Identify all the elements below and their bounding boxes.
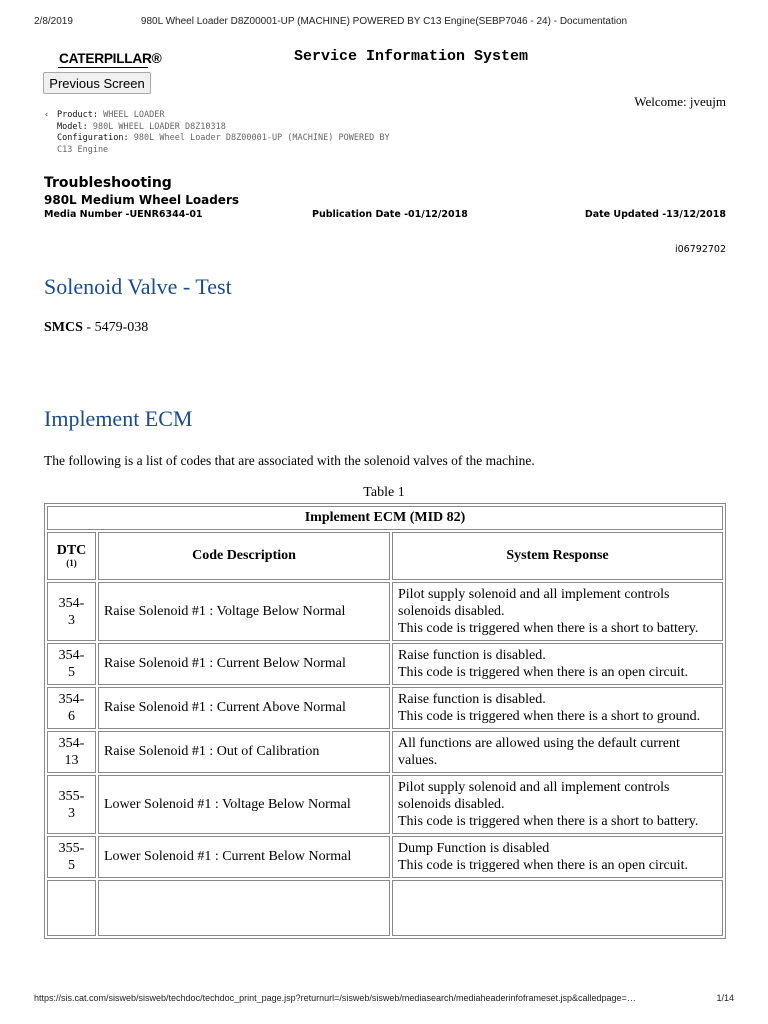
table-row [47, 731, 723, 773]
system-title: Service Information System [293, 48, 529, 65]
system-response-line: Dump Function is disabled [398, 841, 550, 856]
dtc-code-part: 355- [58, 841, 85, 856]
back-chevron-icon[interactable]: ‹ [44, 110, 50, 120]
code-description-cell: Lower Solenoid #1 : Voltage Below Normal [98, 775, 390, 834]
intro-paragraph: The following is a list of codes that are associated with the solenoid valves of the machine. [44, 453, 535, 468]
dtc-code-part: 355- [58, 788, 85, 804]
dtc-code-part: 354- [58, 595, 85, 611]
dtc-cell [47, 687, 96, 729]
media-number: Media Number -UENR6344-01 [44, 209, 203, 220]
dtc-code-part: 354- [58, 648, 85, 663]
dtc-code-part: 354- [58, 692, 85, 707]
empty-cell [47, 880, 96, 936]
logo-underline [58, 67, 148, 68]
code-description-cell: Lower Solenoid #1 : Current Below Normal [98, 836, 390, 878]
system-response-cell [392, 731, 723, 773]
product-info [44, 110, 464, 156]
system-response-line: This code is triggered when there is a short to ground. [398, 709, 701, 724]
table-caption: Table 1 [363, 485, 405, 500]
empty-cell [98, 880, 390, 936]
section-heading: Implement ECM [44, 406, 193, 431]
dtc-code-part: 354- [58, 736, 85, 751]
dtc-cell [47, 582, 96, 641]
table-title-row [47, 506, 723, 530]
system-response-line: This code is triggered when there is a short to battery. [398, 621, 699, 636]
configuration-row-continued [44, 145, 464, 157]
system-response-cell [392, 643, 723, 685]
table-row [47, 582, 723, 641]
code-description-cell: Raise Solenoid #1 : Out of Calibration [98, 731, 390, 773]
table-row [47, 836, 723, 878]
table-header-row [47, 532, 723, 580]
dtc-code-suffix: 6 [68, 709, 75, 724]
print-doc-title: 980L Wheel Loader D8Z00001-UP (MACHINE) POWERED BY C13 Engine(SEBP7046 - 24) - Documentation [140, 16, 628, 27]
system-response-line: Pilot supply solenoid and all implement controls solenoids disabled. [398, 587, 670, 619]
empty-cell [392, 880, 723, 936]
system-response-cell [392, 775, 723, 834]
model-label: Model: [57, 121, 88, 132]
code-description-cell: Raise Solenoid #1 : Current Below Normal [98, 643, 390, 685]
product-label: Product: [57, 110, 98, 120]
dtc-cell [47, 836, 96, 878]
system-response-line: Pilot supply solenoid and all implement controls solenoids disabled. [398, 780, 670, 812]
col-dtc-footnote: (1) [66, 557, 77, 568]
col-response-header: System Response [392, 532, 723, 580]
media-meta-row [44, 209, 726, 221]
smcs-value: - 5479-038 [82, 320, 149, 335]
print-date: 2/8/2019 [34, 16, 73, 27]
page-title: Solenoid Valve - Test [44, 274, 232, 299]
dtc-code-suffix: 3 [68, 805, 75, 821]
system-response-line: Raise function is disabled. [398, 648, 546, 663]
print-url: https://sis.cat.com/sisweb/sisweb/techdoc/techdoc_print_page.jsp?returnurl=/sisweb/sisweb/mediasearch/mediaheaderinfoframeset.jsp&calledpage=… [34, 993, 636, 1003]
configuration-value: 980L Wheel Loader D8Z00001-UP (MACHINE) POWERED BY [133, 133, 390, 143]
dtc-cell [47, 643, 96, 685]
col-dtc-label: DTC [56, 542, 87, 558]
date-updated: Date Updated -13/12/2018 [584, 209, 726, 220]
table-row [47, 775, 723, 834]
machine-series: 980L Medium Wheel Loaders [44, 193, 240, 207]
caterpillar-logo: CATERPILLAR® [59, 50, 162, 66]
codes-table [44, 503, 726, 939]
table-row [47, 643, 723, 685]
configuration-label: Configuration: [57, 133, 129, 143]
dtc-cell [47, 775, 96, 834]
dtc-code-suffix: 13 [64, 753, 79, 768]
welcome-text: Welcome: jveujm [634, 94, 726, 109]
col-dtc-header [47, 532, 96, 580]
smcs-label: SMCS [44, 320, 83, 335]
model-value: 980L WHEEL LOADER D8Z10318 [92, 121, 226, 132]
smcs-code [44, 320, 148, 336]
page-number: 1/14 [716, 993, 734, 1003]
table-body [47, 582, 723, 936]
code-description-cell: Raise Solenoid #1 : Voltage Below Normal [98, 582, 390, 641]
system-response-line: This code is triggered when there is an open circuit. [398, 665, 689, 680]
code-description-cell: Raise Solenoid #1 : Current Above Normal [98, 687, 390, 729]
system-response-line: All functions are allowed using the default current values. [398, 736, 680, 768]
system-response-line: This code is triggered when there is a short to battery. [398, 814, 699, 829]
system-response-cell [392, 687, 723, 729]
dtc-code-suffix: 5 [68, 665, 75, 680]
table-row-partial [47, 880, 723, 936]
configuration-row [44, 133, 464, 145]
previous-screen-button[interactable]: Previous Screen [43, 72, 151, 94]
dtc-code-suffix: 5 [68, 858, 75, 873]
system-response-line: Raise function is disabled. [398, 692, 546, 707]
codes-table-container [44, 503, 726, 988]
dtc-code-suffix: 3 [68, 612, 75, 628]
system-response-cell [392, 836, 723, 878]
print-header [34, 16, 734, 32]
publication-date: Publication Date -01/12/2018 [312, 209, 468, 220]
product-value: WHEEL LOADER [103, 110, 165, 120]
product-row [44, 110, 464, 122]
table-title: Implement ECM (MID 82) [47, 506, 723, 530]
system-response-cell [392, 582, 723, 641]
configuration-value-continued: C13 Engine [57, 144, 109, 155]
col-description-header: Code Description [98, 532, 390, 580]
table-row [47, 687, 723, 729]
document-id: i06792702 [675, 244, 726, 255]
document-type: Troubleshooting [44, 175, 172, 191]
system-response-line: This code is triggered when there is an open circuit. [398, 858, 689, 873]
model-row [44, 122, 464, 134]
dtc-cell [47, 731, 96, 773]
